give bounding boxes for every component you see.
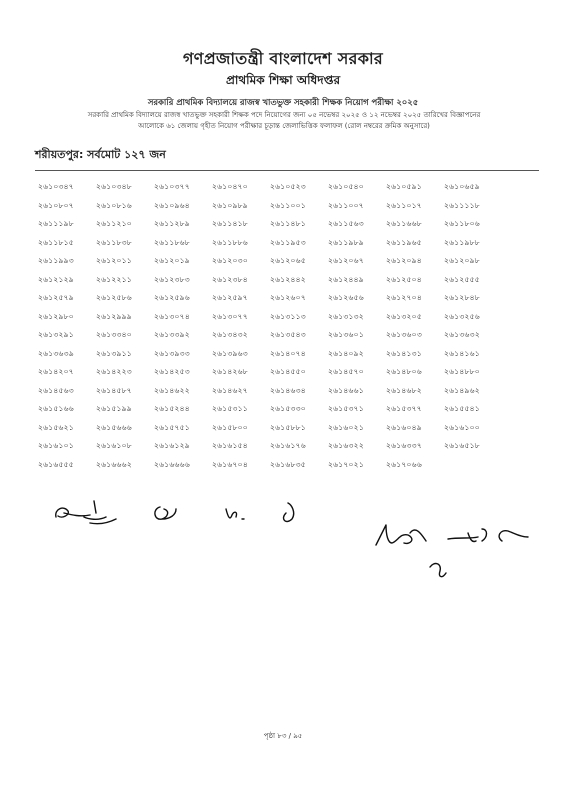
roll-number-cell: ২৬১৩৬৩৯ [38, 348, 74, 358]
roll-number-cell: ২৬১২৫৯৬ [154, 293, 190, 302]
roll-number-cell: ২৬১৪৬৮২ [386, 385, 422, 395]
roll-number-cell: ২৬১৬৬৬৬ [154, 459, 190, 469]
roll-number-cell: ২৬১২৬০৭ [270, 293, 306, 302]
roll-number-cell: ২৬১৩৯৩৩ [154, 348, 190, 358]
roll-number-cell: ২৬১৩৫৪৩ [270, 330, 306, 339]
roll-number-cell: ২৬১৩৯১১ [96, 348, 132, 358]
roll-number-cell: ২৬১৫৬৬৬ [96, 422, 132, 432]
roll-number-cell: ২৬১৩০৭৪ [154, 311, 190, 321]
roll-number-cell: ২৬১৭০২১ [328, 459, 364, 469]
roll-number-cell: ২৬১২৩৮৪ [212, 274, 248, 284]
roll-number-cell: ২৬১০৫২৩ [270, 182, 306, 191]
roll-number-cell: ২৬১৬৩২২ [328, 441, 364, 450]
roll-number-cell: ২৬১২০৩০ [212, 256, 248, 265]
roll-number-cell: ২৬১৩৬০৩ [386, 330, 422, 339]
roll-number-cell: ২৬১২১২৯ [38, 274, 74, 284]
roll-number-cell: ২৬১১০১৭ [386, 200, 422, 210]
authority-signature [370, 515, 540, 585]
result-description [38, 110, 530, 132]
initial-mark [430, 564, 446, 577]
roll-number-cell: ২৬১৩৬৩২ [444, 330, 480, 339]
roll-number-cell: ২৬১৪০৭৪ [270, 348, 306, 358]
roll-number-cell: ২৬১৬১২৯ [154, 441, 190, 450]
department-title: প্রাথমিক শিক্ষা অধিদপ্তর [225, 73, 341, 87]
roll-number-cell: ২৬১২৩৮৩ [154, 274, 190, 284]
roll-number-cell: ২৬১০৮০৭ [38, 200, 74, 210]
roll-number-cell: ২৬১১২৮৯ [154, 219, 190, 228]
government-title: গণপ্রজাতন্ত্রী বাংলাদেশ সরকার [183, 49, 383, 68]
roll-number-cell: ২৬১৫৫৪১ [444, 404, 480, 413]
roll-number-cell: ২৬১১৮৬৮ [154, 237, 190, 247]
roll-number-cell: ২৬১২৪৪২ [270, 274, 306, 284]
roll-number-cell: ২৬১০৯৮৯ [212, 200, 248, 210]
roll-number-cell: ২৬১৬১৫৪ [212, 441, 248, 450]
signature-3 [226, 509, 244, 519]
roll-number-cell: ২৬১৬৭০৪ [212, 459, 248, 469]
roll-number-cell: ২৬১৫৩১১ [212, 404, 248, 413]
roll-number-cell: ২৬১৩২৯১ [38, 330, 74, 339]
roll-number-cell: ২৬১৩৪৩২ [212, 330, 248, 339]
roll-number-cell: ২৬১৪৫৮৭ [96, 385, 132, 395]
roll-number-cell: ২৬১৫৩৭১ [328, 404, 364, 413]
roll-number-cell: ২৬১৪২২৩ [96, 367, 132, 376]
roll-number-cell: ২৬১৫৮০০ [212, 422, 248, 432]
roll-number-cell: ২৬১৪৬৩৪ [270, 385, 306, 395]
roll-number-cell: ২৬১৫১৬৬ [38, 404, 74, 413]
roll-number-cell: ২৬১২০৬৫ [270, 256, 306, 265]
roll-number-cell: ২৬১১৯৬৫ [386, 237, 422, 247]
roll-number-cell: ২৬১৬১০০ [444, 422, 480, 432]
roll-number-cell: ২৬১৪৬৬১ [328, 385, 364, 395]
roll-number-cell: ২৬১৭০৬৬ [386, 459, 422, 469]
roll-number-cell: ২৬১২৯৯৯ [96, 311, 132, 321]
roll-number-cell: ২৬১৪৫৬৩ [38, 385, 74, 395]
roll-number-cell: ২৬১৩২৫৬ [444, 311, 480, 321]
roll-number-cell: ২৬১৩১১৩ [270, 311, 306, 321]
exam-title: সরকারি প্রাথমিক বিদ্যালয়ে রাজস্ব খাতভুক্ত সহকারী শিক্ষক নিয়োগ পরীক্ষা ২০২৫ [147, 97, 419, 107]
roll-number-cell: ২৬১১৯৮৯ [328, 237, 364, 247]
roll-number-cell: ২৬১৫৮৮১ [270, 422, 306, 432]
roll-number-cell: ২৬১০৯৬৪ [154, 200, 190, 210]
roll-number-cell: ২৬১২০১১ [96, 256, 132, 265]
section-divider [35, 170, 539, 171]
roll-number-cell: ২৬১৩১৩২ [328, 311, 364, 321]
roll-number-cell: ২৬১৩৬০১ [328, 330, 364, 339]
roll-number-cell: ২৬১১৬৬৮ [386, 219, 422, 228]
roll-number-cell: ২৬১০৬৫৯ [444, 182, 480, 191]
roll-number-cell: ২৬১৬০২১ [328, 422, 364, 432]
roll-number-cell: ২৬১২৭০৪ [386, 293, 422, 302]
roll-number-cell: ২৬১০৩৪৮ [96, 182, 132, 191]
roll-number-cell: ২৬১১৮০৬ [444, 219, 480, 228]
roll-number-cell: ২৬১৪০৯২ [328, 348, 364, 358]
roll-number-cell: ২৬১২৮৪৮ [444, 293, 480, 302]
roll-number-cell: ২৬১০৪৭০ [212, 182, 248, 191]
roll-number-cell: ২৬১২৬৫৬ [328, 293, 364, 302]
roll-number-cell: ২৬১১১১৮ [444, 200, 480, 210]
roll-number-cell: ২৬১৩৯৬৩ [212, 348, 248, 358]
signature-1 [56, 501, 116, 524]
roll-number-cell: ২৬১৫২৪৪ [154, 404, 190, 413]
roll-number-cell: ২৬১৬৮৩৫ [270, 459, 306, 469]
roll-number-cell: ২৬১০৫৯১ [386, 182, 422, 191]
roll-number-cell: ২৬১০৮১৬ [96, 200, 132, 210]
roll-number-cell: ২৬১০৩৪৭ [38, 182, 74, 191]
roll-number-cell: ২৬১৩০৭৭ [212, 311, 248, 321]
roll-number-cell: ২৬১৪১৬১ [444, 348, 480, 358]
roll-number-cell: ২৬১২০৬৭ [328, 256, 364, 265]
roll-number-cell: ২৬১৩৩৯২ [154, 330, 190, 339]
roll-number-cell: ২৬১৪১৩১ [386, 348, 422, 358]
roll-number-cell: ২৬১৪৯৬২ [444, 385, 480, 395]
roll-number-cell: ২৬১১০০১ [270, 200, 306, 210]
roll-number-cell: ২৬১১১৯৮ [38, 219, 74, 228]
roll-number-cell: ২৬১৪৫৫০ [270, 367, 306, 376]
roll-number-cell: ২৬১১৮১৫ [38, 237, 74, 247]
roll-number-cell: ২৬১৬৫১৮ [444, 441, 480, 450]
roll-number-cell: ২৬১৬৬৬২ [96, 459, 132, 469]
roll-number-cell: ২৬১২৫০৪ [386, 274, 422, 284]
roll-number-cell: ২৬১১৯৯৩ [38, 256, 74, 265]
roll-number-cell: ২৬১১৪৮১ [270, 219, 306, 228]
roll-number-cell: ২৬১৫৬২১ [38, 422, 74, 432]
roll-number-cell: ২৬১৫১৯৯ [96, 404, 132, 413]
roll-number-cell: ২৬১২৫৯৭ [212, 293, 248, 302]
roll-number-cell: ২৬১০৩৭৭ [154, 182, 190, 191]
roll-number-cell: ২৬১১৮৮৬ [212, 237, 248, 247]
roll-number-cell: ২৬১২৯৮০ [38, 311, 74, 321]
roll-number-cell: ২৬১৪৮৮০ [444, 367, 480, 376]
roll-number-cell: ২৬১১৯৫৩ [270, 237, 306, 247]
roll-number-cell: ২৬১৬১০১ [38, 441, 74, 450]
roll-number-cell: ২৬১৬৫৫৫ [38, 459, 74, 469]
roll-number-cell: ২৬১৬১৭৬ [270, 441, 306, 450]
roll-number-cell: ২৬১৪২৬৮ [212, 367, 248, 376]
roll-number-cell: ২৬১১০০৭ [328, 200, 364, 210]
district-heading: শরীয়তপুর: সর্বমোট ১২৭ জন [35, 148, 166, 161]
roll-number-cell: ২৬১৬৩৩৭ [386, 441, 422, 450]
roll-number-cell: ২৬১৪২৫৩ [154, 367, 190, 376]
roll-number-cell: ২৬১৪২০৭ [38, 367, 74, 376]
roll-number-cell: ২৬১২০১৯ [154, 256, 190, 265]
roll-number-cell: ২৬১৬০৪৯ [386, 422, 422, 432]
roll-number-cell: ২৬১১৫৬৩ [328, 219, 364, 228]
roll-number-cell: ২৬১২৫৫৫ [444, 274, 480, 284]
roll-number-cell: ২৬১০৫৪০ [328, 182, 364, 191]
roll-number-cell: ২৬১৪৬২২ [154, 385, 190, 395]
roll-number-cell: ২৬১১২১০ [96, 219, 132, 228]
roll-number-cell: ২৬১১৪১৮ [212, 219, 248, 228]
roll-number-cell: ২৬১২৫৮৬ [96, 293, 132, 302]
committee-signatures [50, 495, 310, 535]
roll-number-cell: ২৬১৪৮০৬ [386, 367, 422, 376]
roll-number-cell: ২৬১১৯৮৮ [444, 237, 480, 247]
roll-number-cell: ২৬১২৫৭৯ [38, 293, 74, 302]
roll-number-cell: ২৬১৫৭৫১ [154, 422, 190, 432]
roll-number-cell: ২৬১৩৩৪০ [96, 330, 132, 339]
roll-number-cell: ২৬১২০৯৪ [386, 256, 422, 265]
roll-number-cell: ২৬১৬১০৮ [96, 441, 132, 450]
roll-number-cell: ২৬১৪৬২৭ [212, 385, 248, 395]
roll-number-cell: ২৬১৫৩৭৭ [386, 404, 422, 413]
signature-4 [284, 503, 294, 521]
roll-number-cell: ২৬১২২১১ [96, 274, 132, 284]
description-line-2: আলোকে ৬১ জেলায় গৃহীত নিয়োগ পরীক্ষার চূড়ান্ত জেলাভিত্তিক ফলাফল (রোল নম্বরের ক্রমিক অনুসারে) [138, 122, 430, 130]
roll-number-cell: ২৬১১৮৩৮ [96, 237, 132, 247]
description-line-1: সরকারি প্রাথমিক বিদ্যালয়ে রাজস্ব খাতভুক্ত সহকারী শিক্ষক পদে নিয়োগের জন্য ০৫ নভেম্বর ২০২৫ ও ১২ নভেম্বর ২০২৫ তারিখের বিজ্ঞাপনের [87, 111, 481, 119]
roll-number-cell: ২৬১২৪৪৯ [328, 274, 364, 284]
signature-2 [155, 507, 176, 519]
page-number: পৃষ্ঠা ৮৩ / ৯৫ [263, 732, 303, 740]
roll-number-cell: ২৬১২০৯৮ [444, 256, 480, 265]
roll-number-cell: ২৬১৫৩৩০ [270, 404, 306, 413]
roll-number-cell: ২৬১৩২০৫ [386, 311, 422, 321]
roll-number-cell: ২৬১৪৫৭০ [328, 367, 364, 376]
roll-number-grid [38, 178, 550, 474]
